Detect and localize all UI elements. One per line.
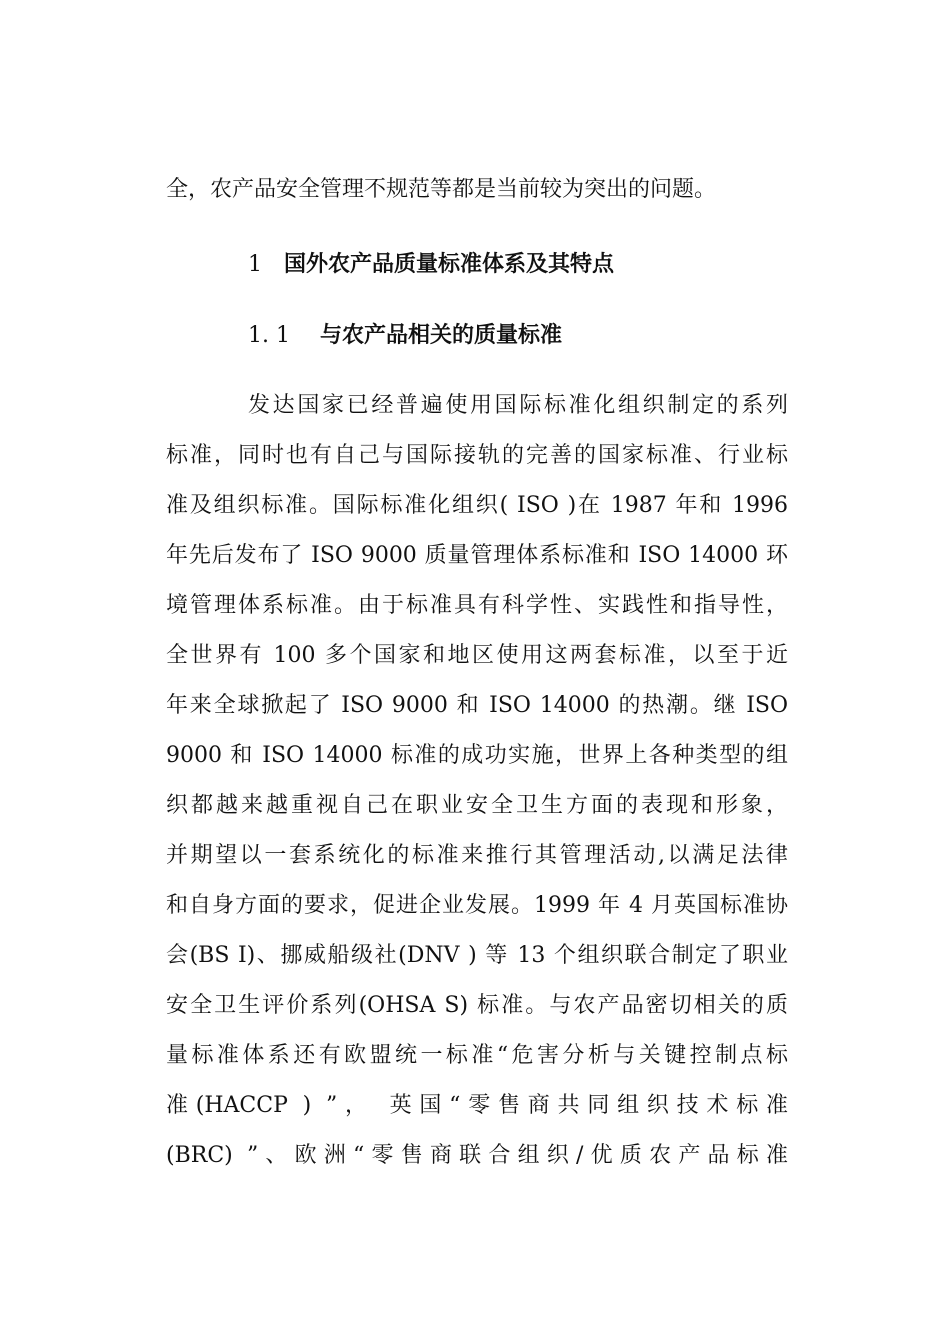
section-title: 国外农产品质量标准体系及其特点: [284, 252, 615, 277]
paragraph-line: 9000 和 ISO 14000 标准的成功实施，世界上各种类型的组: [166, 743, 788, 768]
intro-tail-line: 全，农产品安全管理不规范等都是当前较为突出的问题。: [166, 177, 717, 202]
paragraph-line: 发达国家已经普遍使用国际标准化组织制定的系列: [248, 393, 788, 418]
paragraph-line: 标准，同时也有自己与国际接轨的完善的国家标准、行业标: [166, 443, 788, 468]
paragraph-line: 境管理体系标准。由于标准具有科学性、实践性和指导性，: [166, 593, 788, 618]
section-number: 1: [248, 252, 262, 277]
paragraph-line: 年来全球掀起了 ISO 9000 和 ISO 14000 的热潮。继 ISO: [166, 693, 788, 718]
section-heading: [248, 250, 614, 280]
paragraph-line: 量标准体系还有欧盟统一标准“危害分析与关键控制点标: [166, 1043, 788, 1068]
paragraph-line: 准(HACCP ) ”， 英国“零售商共同组织技术标准: [166, 1093, 788, 1118]
subsection-number: 1. 1: [248, 323, 290, 348]
subsection-heading: [248, 321, 562, 351]
paragraph-line: 和自身方面的要求，促进企业发展。1999 年 4 月英国标准协: [166, 893, 788, 918]
paragraph-line: 安全卫生评价系列(OHSA S) 标准。与农产品密切相关的质: [166, 993, 788, 1018]
paragraph-line: 年先后发布了 ISO 9000 质量管理体系标准和 ISO 14000 环: [166, 543, 788, 568]
paragraph-line: 全世界有 100 多个国家和地区使用这两套标准，以至于近: [166, 643, 788, 668]
paragraph-line: 会(BS I)、挪威船级社(DNV ) 等 13 个组织联合制定了职业: [166, 943, 788, 968]
subsection-title: 与农产品相关的质量标准: [320, 323, 563, 348]
paragraph-line: (BRC) ”、欧洲“零售商联合组织/优质农产品标准: [166, 1143, 788, 1168]
paragraph-line: 准及组织标准。国际标准化组织( ISO )在 1987 年和 1996: [166, 493, 788, 518]
paragraph-line: 织都越来越重视自己在职业安全卫生方面的表现和形象，: [166, 793, 788, 818]
paragraph-line: 并期望以一套系统化的标准来推行其管理活动,以满足法律: [166, 843, 788, 868]
